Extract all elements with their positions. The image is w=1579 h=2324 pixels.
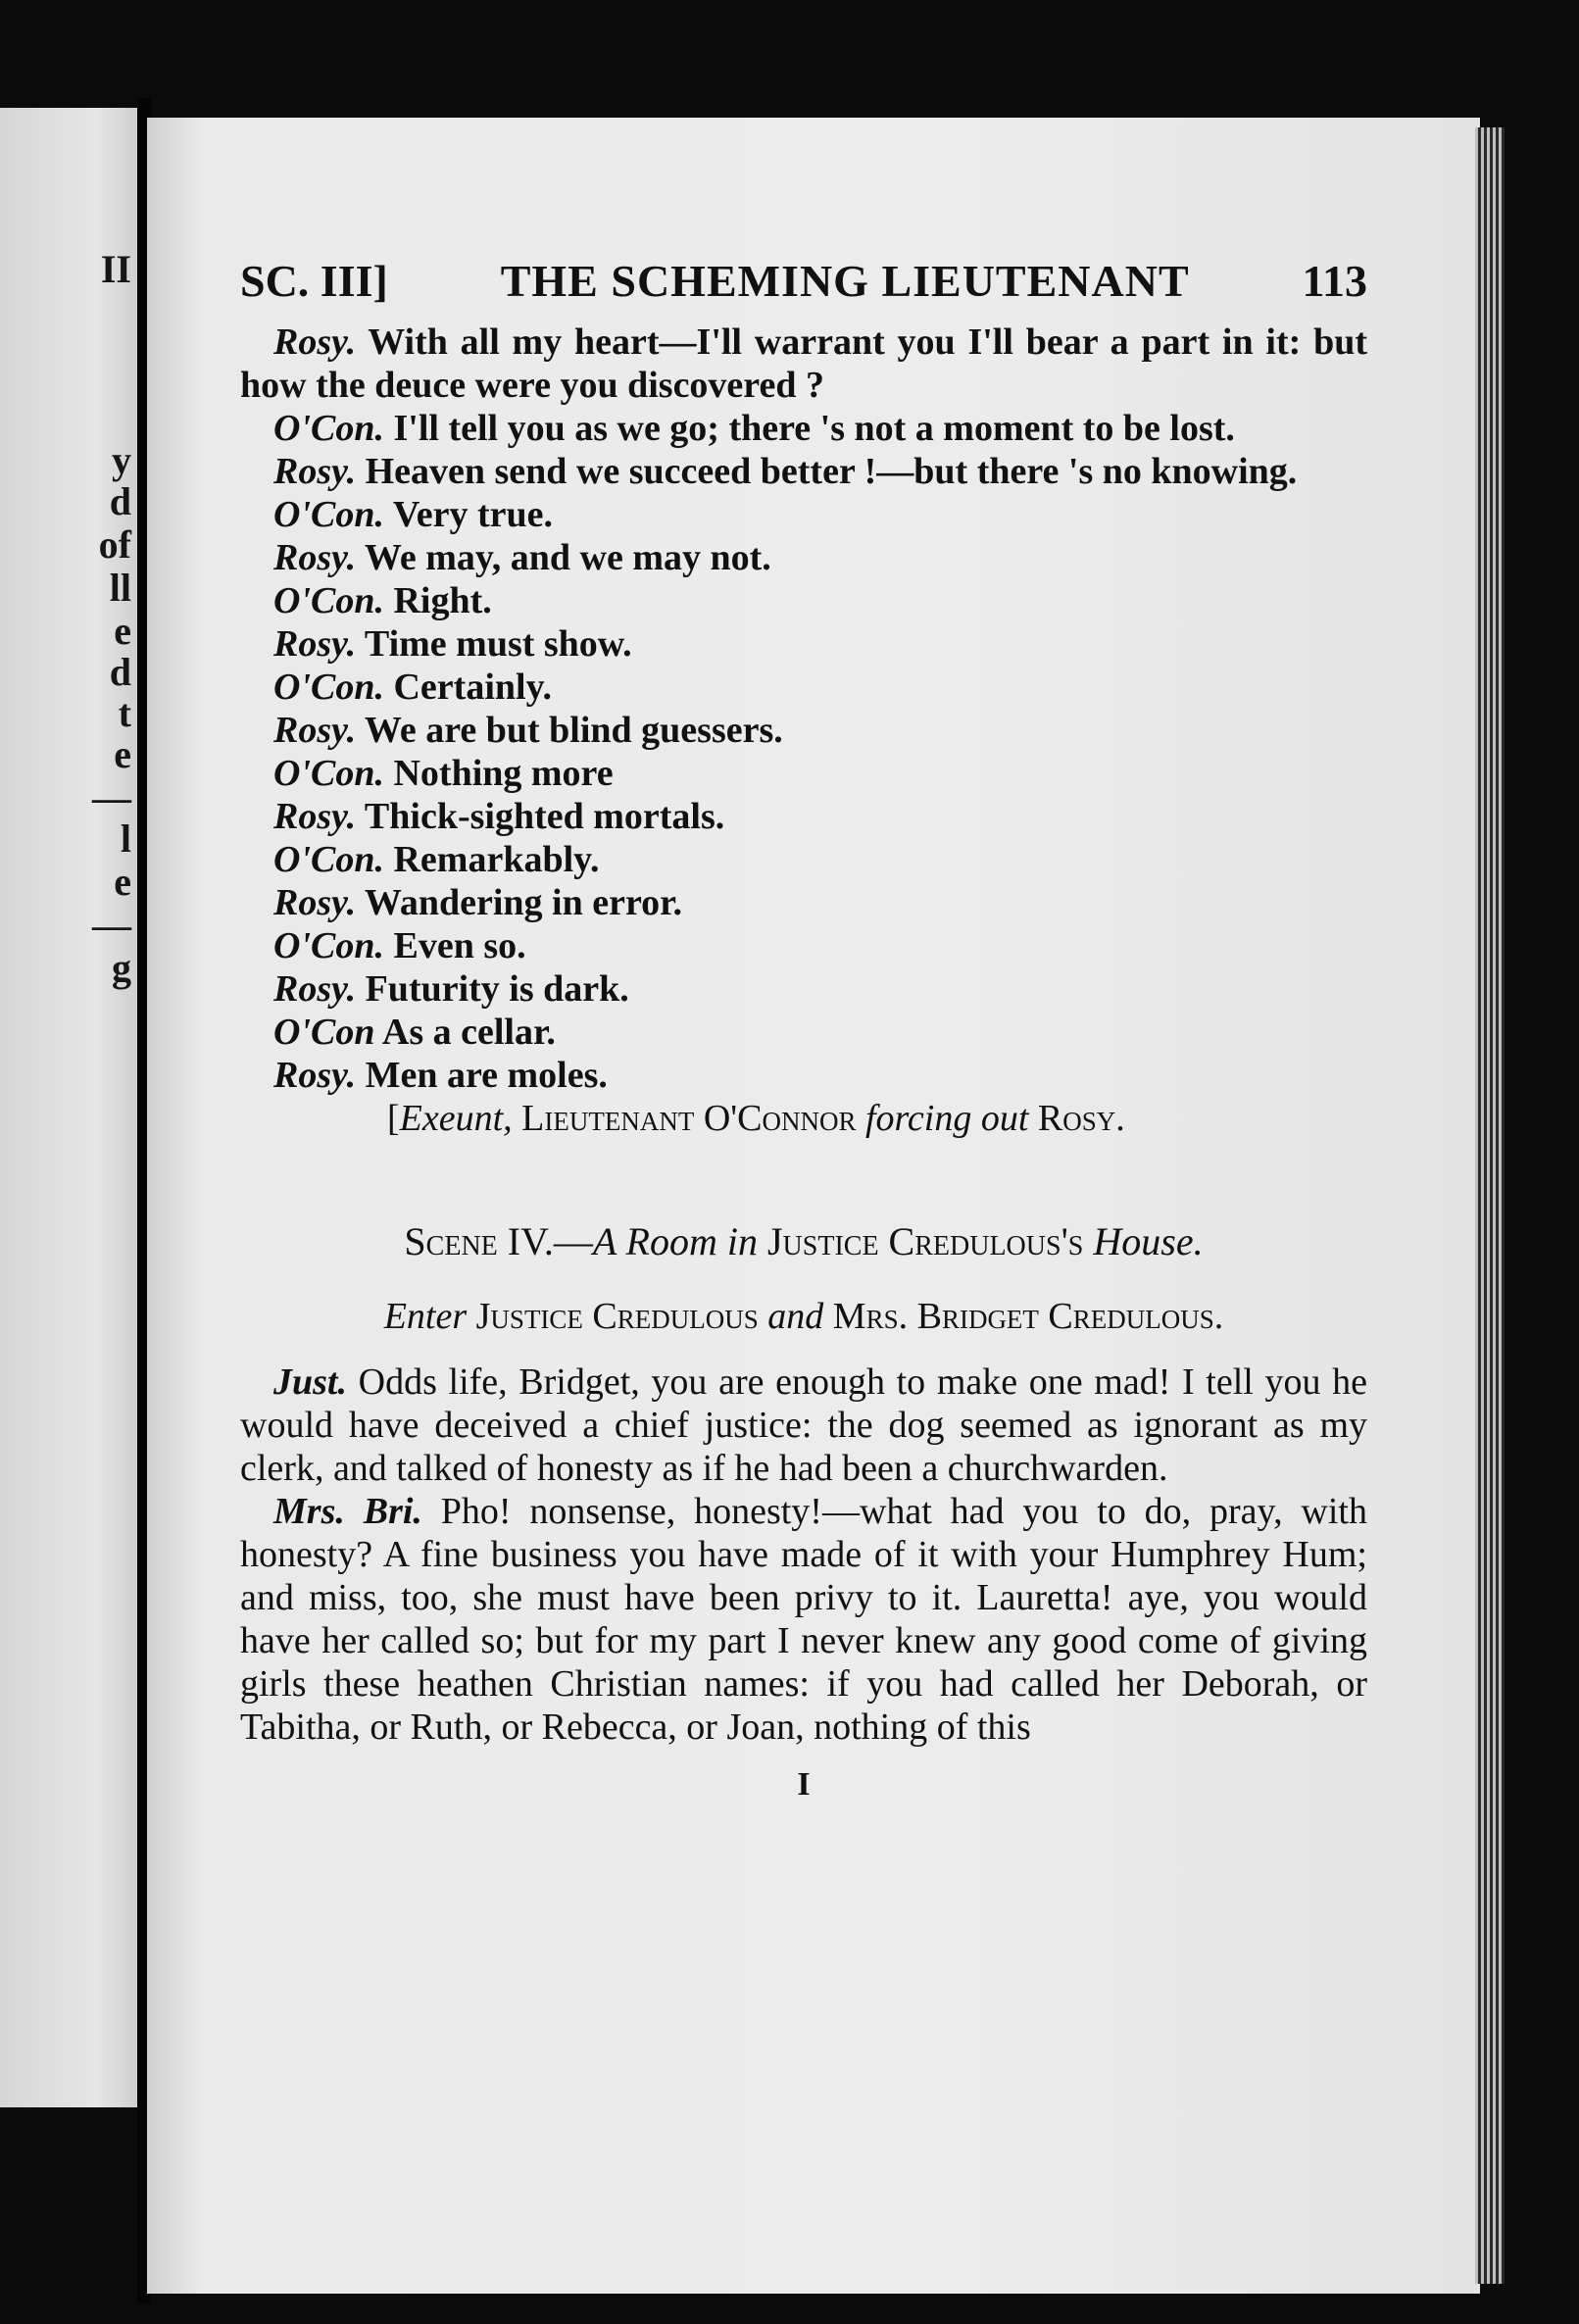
speech-paragraph xyxy=(240,1490,1367,1749)
speaker: O'Con xyxy=(273,1012,375,1053)
line-text: With all my heart—I'll warrant you I'll bear a part in it: but how the deuce were you discovered ? xyxy=(240,321,1367,406)
character-name: Rosy. xyxy=(1037,1098,1125,1139)
facing-page-fragment: II xyxy=(100,247,131,291)
scene-place: A Room in xyxy=(592,1219,758,1263)
speech-line xyxy=(240,1011,1367,1054)
line-text: Even so. xyxy=(393,925,526,966)
speech-line xyxy=(240,795,1367,838)
line-text: As a cellar. xyxy=(381,1012,556,1053)
line-text: Nothing more xyxy=(393,753,614,794)
facing-page-fragment: e xyxy=(114,732,131,776)
line-text: Futurity is dark. xyxy=(365,968,629,1010)
facing-page-edge xyxy=(0,108,137,2107)
paragraph-text: Pho! nonsense, honesty!—what had you to do, pray, with honesty? A fine business you have made of it with your Humphrey Hum; and miss, too, she must have been privy to it. Lauretta! aye, you would have her called so; but for my part I never knew any good come of giving girls these heathen Christian names: if you had called her Deborah, or Tabitha, or Ruth, or Rebecca, or Joan, nothing of this xyxy=(240,1491,1367,1748)
speech-line xyxy=(240,579,1367,622)
line-text: Thick-sighted mortals. xyxy=(364,796,725,837)
enter-word: Enter xyxy=(383,1296,468,1337)
paragraph-text: Odds life, Bridget, you are enough to make one mad! I tell you he would have deceived a chief justice: the dog seemed as ignorant as my clerk, and talked of honesty as if he had been a churchwarden. xyxy=(240,1361,1368,1489)
line-text: Heaven send we succeed better !—but there 's no knowing. xyxy=(365,451,1298,492)
bracket: [ xyxy=(387,1098,400,1139)
line-text: Very true. xyxy=(392,494,554,535)
character-name: Mrs. Bridget Credulous. xyxy=(832,1296,1224,1337)
speaker: O'Con. xyxy=(273,925,384,966)
section-marker: SC. III] xyxy=(240,256,388,306)
running-title: THE SCHEMING LIEUTENANT xyxy=(500,256,1190,306)
character-name: Lieutenant O'Connor xyxy=(521,1098,857,1139)
line-text: Wandering in error. xyxy=(364,882,682,923)
direction-text: forcing out xyxy=(864,1098,1029,1139)
speech-line xyxy=(240,924,1367,967)
speech-line xyxy=(240,1054,1367,1097)
facing-page-fragment: t xyxy=(118,691,131,735)
dialogue xyxy=(240,321,1367,1097)
speech-line xyxy=(240,752,1367,795)
speech-line xyxy=(240,622,1367,666)
scene-owner: Justice Credulous's xyxy=(766,1219,1084,1263)
page-text xyxy=(240,255,1367,1804)
speaker: Rosy. xyxy=(273,623,357,665)
line-text: Time must show. xyxy=(364,623,632,665)
speaker: O'Con. xyxy=(273,408,384,449)
facing-page-fragment: d xyxy=(109,479,131,523)
facing-page-fragment: — xyxy=(92,775,131,819)
scene-house: House. xyxy=(1093,1219,1204,1263)
speaker: O'Con. xyxy=(273,839,384,880)
facing-page-fragment: ll xyxy=(109,566,131,610)
enter-stage-direction xyxy=(240,1294,1367,1339)
exit-stage-direction xyxy=(387,1097,1367,1140)
speech-line xyxy=(240,493,1367,536)
signature-mark: I xyxy=(797,1766,811,1803)
speaker: Mrs. Bri. xyxy=(273,1491,422,1532)
facing-page-fragment: d xyxy=(109,650,131,694)
speech-line xyxy=(240,407,1367,450)
scene-heading xyxy=(240,1218,1367,1264)
facing-page-fragment: — xyxy=(92,903,131,947)
speech-line xyxy=(240,321,1367,407)
speaker: O'Con. xyxy=(273,580,384,621)
speaker: O'Con. xyxy=(273,753,384,794)
line-text: Certainly. xyxy=(393,667,552,708)
line-text: Remarkably. xyxy=(393,839,600,880)
speaker: O'Con. xyxy=(273,494,384,535)
speaker: Rosy. xyxy=(273,451,357,492)
exeunt: Exeunt, xyxy=(399,1098,513,1139)
line-text: I'll tell you as we go; there 's not a moment to be lost. xyxy=(393,408,1235,449)
line-text: Men are moles. xyxy=(365,1055,608,1096)
speech-line xyxy=(240,450,1367,493)
speech-line xyxy=(240,838,1367,881)
speaker: Rosy. xyxy=(273,1055,357,1096)
prose-dialogue xyxy=(240,1360,1367,1749)
speech-line xyxy=(240,666,1367,709)
speaker: Rosy. xyxy=(273,321,357,363)
facing-page-fragment: of xyxy=(98,522,131,567)
speech-line xyxy=(240,709,1367,752)
speaker: O'Con. xyxy=(273,667,384,708)
speaker: Rosy. xyxy=(273,537,357,578)
line-text: We are but blind guessers. xyxy=(364,710,783,751)
page-number: 113 xyxy=(1302,256,1367,306)
speaker: Rosy. xyxy=(273,968,357,1010)
speech-line xyxy=(240,881,1367,924)
running-head xyxy=(240,255,1367,307)
line-text: We may, and we may not. xyxy=(364,537,771,578)
page-stack-edge xyxy=(1475,127,1505,2284)
line-text: Right. xyxy=(393,580,492,621)
scene-number: Scene IV.— xyxy=(404,1219,593,1263)
speech-line xyxy=(240,967,1367,1011)
speech-paragraph xyxy=(240,1360,1367,1490)
character-name: Justice Credulous xyxy=(475,1296,759,1337)
speaker: Rosy. xyxy=(273,882,357,923)
facing-page-fragment: y xyxy=(112,438,131,482)
speech-line xyxy=(240,536,1367,579)
facing-page-fragment: e xyxy=(114,860,131,904)
speaker: Rosy. xyxy=(273,796,357,837)
facing-page-fragment: g xyxy=(112,946,131,990)
facing-page-fragment: e xyxy=(114,609,131,653)
facing-page-fragment: l xyxy=(120,816,131,861)
speaker: Just. xyxy=(273,1361,347,1403)
book-page xyxy=(147,118,1480,2294)
and-word: and xyxy=(767,1296,824,1337)
speaker: Rosy. xyxy=(273,710,357,751)
